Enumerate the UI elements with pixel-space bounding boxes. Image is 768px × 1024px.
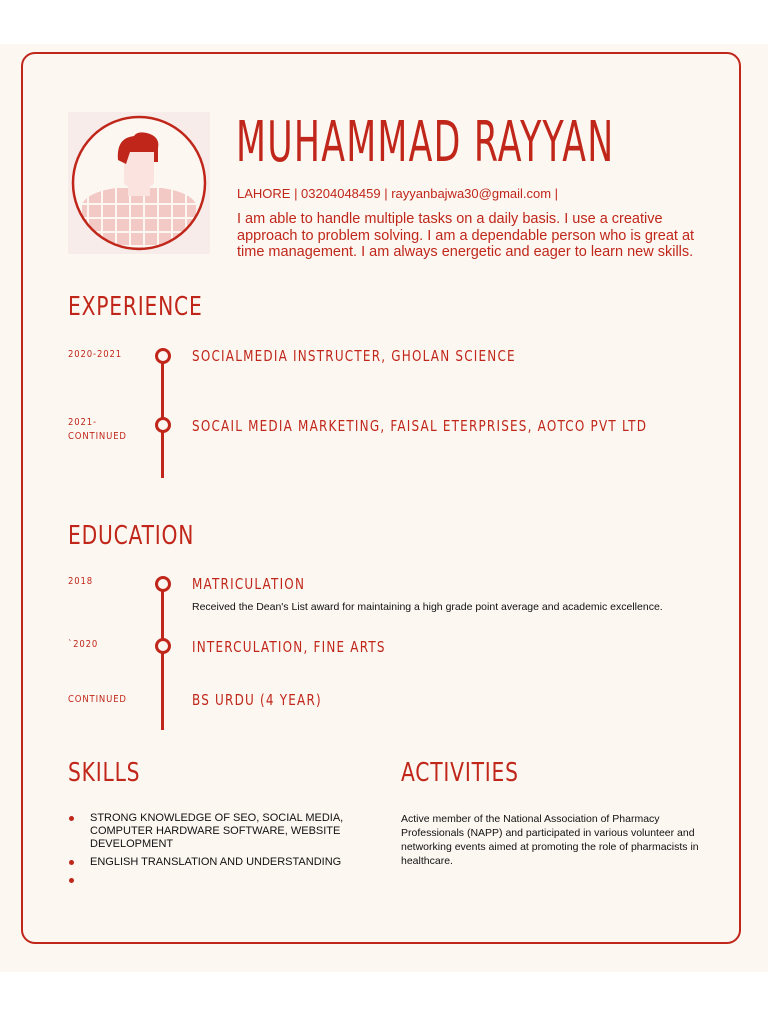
person-avatar-icon	[68, 112, 210, 254]
experience-heading: EXPERIENCE	[68, 292, 203, 322]
timeline-dot	[155, 348, 171, 364]
education-description-1: Received the Dean's List award for maintaining a high grade point average and academic excellence.	[192, 601, 663, 613]
skills-heading: SKILLS	[68, 758, 141, 788]
education-title-1: MATRICULATION	[192, 575, 306, 593]
experience-title-2: SOCAIL MEDIA MARKETING, FAISAL ETERPRISES, AOTCO PVT LTD	[192, 417, 648, 435]
activities-description: Active member of the National Association of Pharmacy Professionals (NAPP) and participated in various volunteer and networking events aimed at promoting the role of pharmacists in healthcare.	[401, 813, 699, 867]
education-title-3: BS URDU (4 YEAR)	[192, 691, 322, 709]
education-date-1: 2018	[68, 576, 94, 587]
activities-heading: ACTIVITIES	[401, 758, 519, 788]
timeline-dot	[155, 638, 171, 654]
skill-item: ENGLISH TRANSLATION AND UNDERSTANDING	[68, 856, 378, 869]
experience-date-2: 2021- CONTINUED	[68, 417, 127, 442]
education-date-2: `2020	[68, 639, 99, 650]
avatar	[68, 112, 210, 254]
education-title-2: INTERCULATION, FINE ARTS	[192, 638, 386, 656]
skill-item: STRONG KNOWLEDGE OF SEO, SOCIAL MEDIA, COMPUTER HARDWARE SOFTWARE, WEBSITE DEVELOPMENT	[68, 812, 378, 851]
education-date-3: CONTINUED	[68, 694, 127, 705]
skill-item	[68, 874, 378, 887]
contact-info: LAHORE | 03204048459 | rayyanbajwa30@gmail.com |	[237, 186, 559, 201]
experience-title-1: SOCIALMEDIA INSTRUCTER, GHOLAN SCIENCE	[192, 347, 516, 365]
timeline-dot	[155, 417, 171, 433]
education-heading: EDUCATION	[68, 521, 195, 551]
timeline-dot	[155, 576, 171, 592]
candidate-name: MUHAMMAD RAYYAN	[236, 110, 615, 175]
experience-date-1: 2020-2021	[68, 349, 122, 360]
education-timeline	[161, 584, 164, 730]
profile-summary: I am able to handle multiple tasks on a daily basis. I use a creative approach to problem solving. I am a dependable person who is great at time management. I am always energetic and eager to learn new skills.	[237, 211, 695, 260]
skills-list	[68, 812, 378, 892]
